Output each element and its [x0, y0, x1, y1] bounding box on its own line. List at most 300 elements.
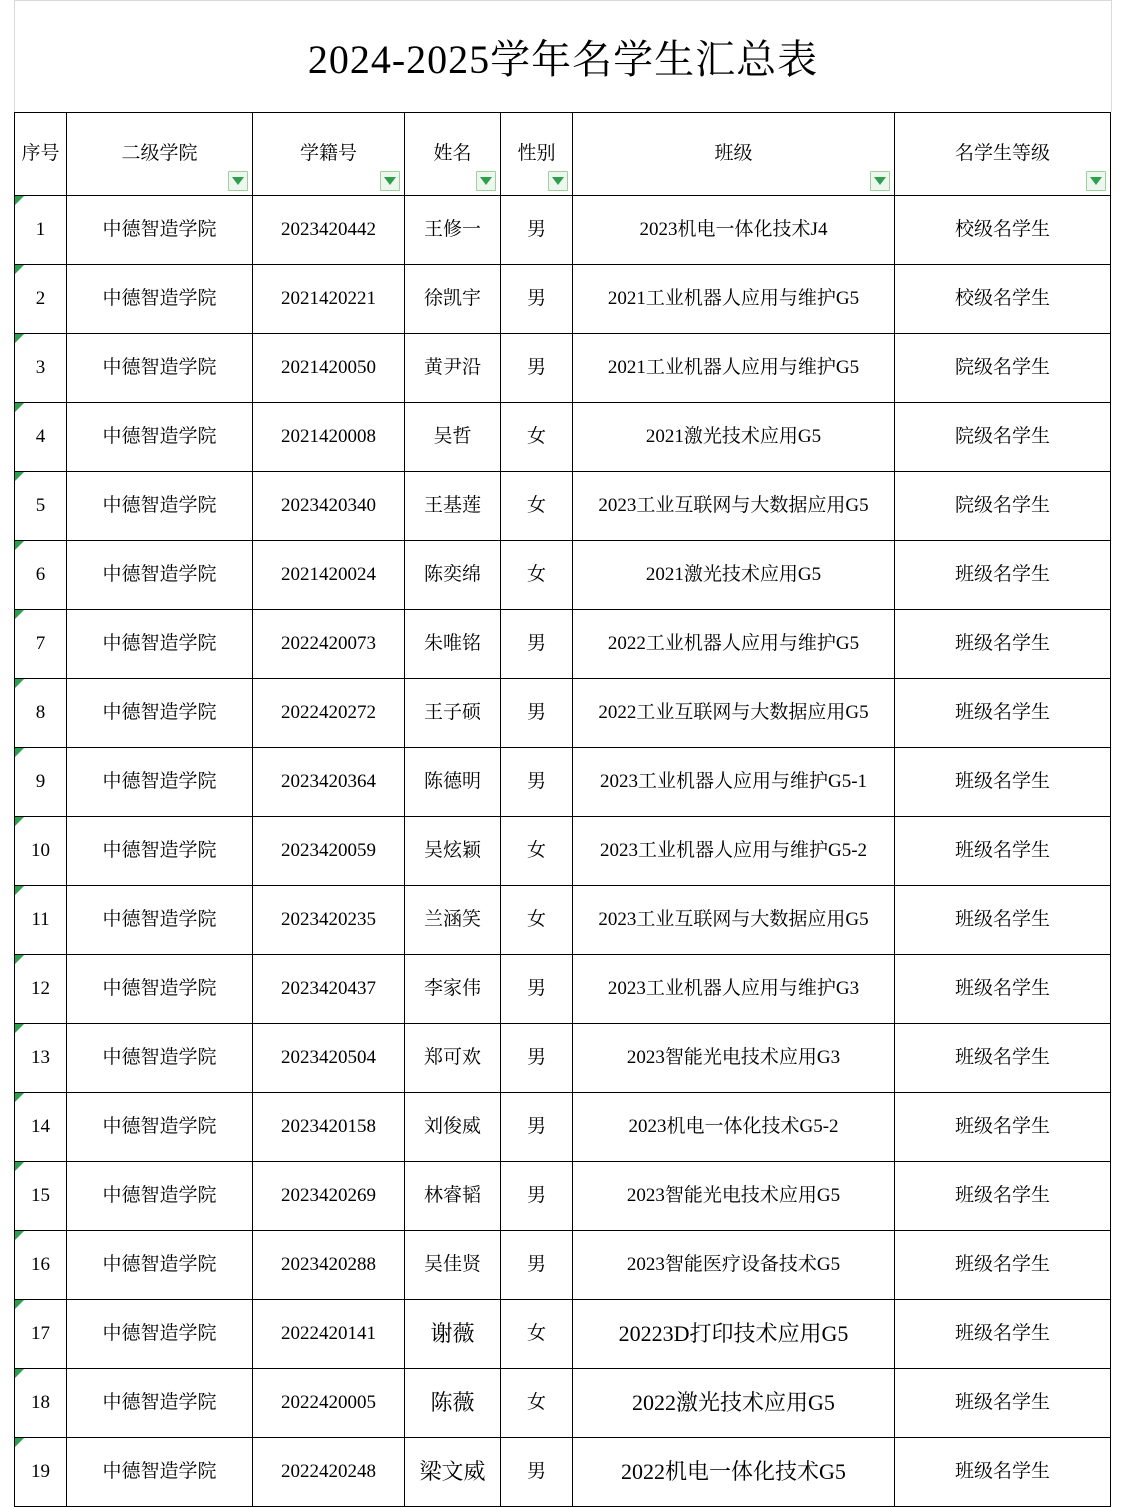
cell-college[interactable] [67, 1438, 253, 1507]
cell-text: 吴佳贤 [423, 1254, 481, 1276]
cell-text: 女 [526, 1392, 546, 1414]
cell-student-id[interactable] [253, 679, 405, 748]
document-title-row [14, 0, 1112, 112]
cell-text: 2023420059 [281, 840, 376, 862]
cell-text: 王子硕 [423, 702, 481, 724]
cell-honor-level[interactable] [895, 1024, 1111, 1093]
cell-student-id[interactable] [253, 955, 405, 1024]
cell-name[interactable] [405, 886, 501, 955]
cell-student-id[interactable] [253, 196, 405, 265]
cell-name[interactable] [405, 334, 501, 403]
cell-student-id[interactable] [253, 265, 405, 334]
cell-text: 班级名学生 [954, 840, 1050, 862]
cell-student-id[interactable] [253, 1162, 405, 1231]
cell-student-id[interactable] [253, 1438, 405, 1507]
cell-index[interactable] [15, 610, 67, 679]
table-row [15, 1231, 1111, 1300]
cell-college[interactable] [67, 1093, 253, 1162]
cell-honor-level[interactable] [895, 265, 1111, 334]
cell-gender[interactable] [501, 265, 573, 334]
cell-index[interactable] [15, 1024, 67, 1093]
cell-class[interactable] [573, 886, 895, 955]
cell-name[interactable] [405, 955, 501, 1024]
cell-text: 中德智造学院 [102, 1116, 217, 1138]
cell-index[interactable] [15, 1093, 67, 1162]
cell-text: 班级名学生 [954, 1254, 1050, 1276]
cell-text: 男 [526, 1116, 546, 1138]
table-row [15, 1093, 1111, 1162]
student-summary-table [14, 112, 1111, 1507]
cell-honor-level[interactable] [895, 679, 1111, 748]
cell-text: 中德智造学院 [102, 357, 217, 379]
cell-college[interactable] [67, 196, 253, 265]
cell-error-marker-icon [15, 1438, 24, 1447]
cell-text: 中德智造学院 [102, 1047, 217, 1069]
cell-text: 中德智造学院 [102, 288, 217, 310]
cell-gender[interactable] [501, 817, 573, 886]
cell-class[interactable] [573, 1162, 895, 1231]
page-title: 2024-2025学年名学生汇总表 [307, 37, 819, 82]
cell-name[interactable] [405, 403, 501, 472]
cell-error-marker-icon [15, 955, 24, 964]
cell-text: 徐凯宇 [423, 288, 481, 310]
table-row [15, 403, 1111, 472]
cell-error-marker-icon [15, 1300, 24, 1309]
cell-index[interactable] [15, 748, 67, 817]
cell-text: 13 [31, 1047, 50, 1069]
table-row [15, 1300, 1111, 1369]
cell-gender[interactable] [501, 541, 573, 610]
table-row [15, 1024, 1111, 1093]
cell-text: 2021激光技术应用G5 [645, 564, 822, 586]
cell-text: 中德智造学院 [102, 633, 217, 655]
cell-class[interactable] [573, 748, 895, 817]
column-header-student-id-label: 学籍号 [299, 143, 357, 165]
cell-text: 陈德明 [423, 771, 481, 793]
cell-index[interactable] [15, 196, 67, 265]
cell-name[interactable] [405, 1438, 501, 1507]
cell-text: 梁文威 [419, 1459, 486, 1485]
cell-text: 院级名学生 [954, 357, 1050, 379]
cell-class[interactable] [573, 403, 895, 472]
cell-name[interactable] [405, 1093, 501, 1162]
cell-gender[interactable] [501, 1093, 573, 1162]
cell-name[interactable] [405, 679, 501, 748]
cell-index[interactable] [15, 1438, 67, 1507]
cell-text: 朱唯铭 [423, 633, 481, 655]
cell-college[interactable] [67, 1024, 253, 1093]
cell-gender[interactable] [501, 610, 573, 679]
cell-class[interactable] [573, 541, 895, 610]
cell-index[interactable] [15, 334, 67, 403]
cell-text: 中德智造学院 [102, 1461, 217, 1483]
cell-class[interactable] [573, 610, 895, 679]
filter-dropdown-icon-college[interactable] [228, 171, 248, 191]
cell-class[interactable] [573, 1300, 895, 1369]
cell-text: 中德智造学院 [102, 840, 217, 862]
cell-college[interactable] [67, 403, 253, 472]
cell-student-id[interactable] [253, 541, 405, 610]
cell-honor-level[interactable] [895, 886, 1111, 955]
cell-college[interactable] [67, 955, 253, 1024]
cell-text: 2023智能光电技术应用G5 [626, 1185, 841, 1207]
cell-text: 20223D打印技术应用G5 [618, 1321, 849, 1347]
cell-error-marker-icon [15, 403, 24, 412]
cell-name[interactable] [405, 265, 501, 334]
cell-index[interactable] [15, 472, 67, 541]
cell-index[interactable] [15, 541, 67, 610]
table-row [15, 955, 1111, 1024]
cell-text: 吴炫颖 [423, 840, 481, 862]
column-header-class-label: 班级 [714, 143, 753, 165]
cell-gender[interactable] [501, 886, 573, 955]
cell-text: 男 [526, 1461, 546, 1483]
filter-dropdown-icon-honor-level[interactable] [1086, 171, 1106, 191]
cell-text: 2023机电一体化技术G5-2 [628, 1116, 839, 1138]
cell-text: 中德智造学院 [102, 978, 217, 1000]
cell-college[interactable] [67, 1231, 253, 1300]
cell-text: 2022420141 [281, 1323, 376, 1345]
cell-name[interactable] [405, 1024, 501, 1093]
cell-text: 男 [526, 633, 546, 655]
cell-text: 男 [526, 357, 546, 379]
cell-honor-level[interactable] [895, 955, 1111, 1024]
cell-text: 班级名学生 [954, 1185, 1050, 1207]
cell-text: 院级名学生 [954, 426, 1050, 448]
cell-gender[interactable] [501, 748, 573, 817]
cell-text: 男 [526, 771, 546, 793]
cell-error-marker-icon [15, 610, 24, 619]
cell-text: 中德智造学院 [102, 1185, 217, 1207]
cell-text: 11 [31, 909, 50, 931]
column-header-college-label: 二级学院 [121, 143, 198, 165]
cell-student-id[interactable] [253, 472, 405, 541]
cell-error-marker-icon [15, 817, 24, 826]
column-header-index-label: 序号 [21, 143, 60, 165]
column-header-gender-label: 性别 [517, 143, 556, 165]
cell-gender[interactable] [501, 403, 573, 472]
cell-college[interactable] [67, 1369, 253, 1438]
cell-text: 王基莲 [423, 495, 481, 517]
cell-text: 2023420442 [281, 219, 376, 241]
cell-text: 2022激光技术应用G5 [632, 1390, 835, 1416]
cell-name[interactable] [405, 1162, 501, 1231]
cell-text: 男 [526, 1254, 546, 1276]
cell-index[interactable] [15, 886, 67, 955]
cell-error-marker-icon [15, 541, 24, 550]
cell-index[interactable] [15, 265, 67, 334]
filter-dropdown-icon-gender[interactable] [548, 171, 568, 191]
cell-text: 班级名学生 [954, 633, 1050, 655]
cell-student-id[interactable] [253, 610, 405, 679]
cell-text: 中德智造学院 [102, 771, 217, 793]
cell-text: 2022420005 [281, 1392, 376, 1414]
cell-index[interactable] [15, 1300, 67, 1369]
cell-text: 19 [31, 1461, 50, 1483]
cell-name[interactable] [405, 196, 501, 265]
column-header-name [405, 113, 501, 196]
cell-text: 男 [526, 702, 546, 724]
table-row [15, 1369, 1111, 1438]
cell-text: 2022420272 [281, 702, 376, 724]
cell-honor-level[interactable] [895, 610, 1111, 679]
cell-text: 男 [526, 978, 546, 1000]
cell-student-id[interactable] [253, 1231, 405, 1300]
cell-error-marker-icon [15, 472, 24, 481]
cell-class[interactable] [573, 955, 895, 1024]
cell-text: 郑可欢 [423, 1047, 481, 1069]
cell-gender[interactable] [501, 1300, 573, 1369]
cell-student-id[interactable] [253, 1300, 405, 1369]
cell-text: 2023工业机器人应用与维护G5-2 [599, 840, 868, 862]
cell-college[interactable] [67, 679, 253, 748]
cell-text: 中德智造学院 [102, 1254, 217, 1276]
cell-text: 陈薇 [430, 1390, 475, 1416]
cell-college[interactable] [67, 1162, 253, 1231]
cell-college[interactable] [67, 265, 253, 334]
cell-text: 1 [35, 219, 46, 241]
cell-class[interactable] [573, 1093, 895, 1162]
cell-class[interactable] [573, 1231, 895, 1300]
cell-text: 2023420437 [281, 978, 376, 1000]
cell-index[interactable] [15, 1369, 67, 1438]
cell-student-id[interactable] [253, 1024, 405, 1093]
cell-class[interactable] [573, 1438, 895, 1507]
cell-gender[interactable] [501, 1369, 573, 1438]
cell-class[interactable] [573, 196, 895, 265]
filter-dropdown-icon-student-id[interactable] [380, 171, 400, 191]
cell-text: 2021420221 [281, 288, 376, 310]
cell-student-id[interactable] [253, 334, 405, 403]
cell-text: 中德智造学院 [102, 426, 217, 448]
column-header-honor-level [895, 113, 1111, 196]
table-row [15, 1438, 1111, 1507]
filter-dropdown-icon-class[interactable] [870, 171, 890, 191]
cell-text: 男 [526, 1047, 546, 1069]
table-row [15, 679, 1111, 748]
cell-text: 校级名学生 [954, 288, 1050, 310]
cell-honor-level[interactable] [895, 1300, 1111, 1369]
table-row [15, 334, 1111, 403]
cell-name[interactable] [405, 472, 501, 541]
cell-name[interactable] [405, 541, 501, 610]
cell-text: 中德智造学院 [102, 564, 217, 586]
table-header-row [15, 113, 1111, 196]
cell-text: 2021420024 [281, 564, 376, 586]
cell-text: 女 [526, 1323, 546, 1345]
cell-honor-level[interactable] [895, 1162, 1111, 1231]
cell-text: 院级名学生 [954, 495, 1050, 517]
cell-honor-level[interactable] [895, 196, 1111, 265]
cell-text: 2023420158 [281, 1116, 376, 1138]
cell-class[interactable] [573, 817, 895, 886]
cell-text: 9 [35, 771, 46, 793]
cell-honor-level[interactable] [895, 1093, 1111, 1162]
cell-gender[interactable] [501, 472, 573, 541]
cell-text: 2023420340 [281, 495, 376, 517]
cell-text: 2022420073 [281, 633, 376, 655]
cell-honor-level[interactable] [895, 541, 1111, 610]
cell-honor-level[interactable] [895, 817, 1111, 886]
cell-college[interactable] [67, 886, 253, 955]
cell-class[interactable] [573, 1024, 895, 1093]
cell-text: 15 [31, 1185, 50, 1207]
cell-text: 班级名学生 [954, 909, 1050, 931]
cell-name[interactable] [405, 817, 501, 886]
filter-dropdown-icon-name[interactable] [476, 171, 496, 191]
cell-college[interactable] [67, 610, 253, 679]
cell-text: 中德智造学院 [102, 1392, 217, 1414]
cell-honor-level[interactable] [895, 1231, 1111, 1300]
cell-name[interactable] [405, 1231, 501, 1300]
cell-college[interactable] [67, 541, 253, 610]
cell-text: 男 [526, 219, 546, 241]
cell-college[interactable] [67, 1300, 253, 1369]
cell-class[interactable] [573, 679, 895, 748]
cell-index[interactable] [15, 1162, 67, 1231]
cell-text: 女 [526, 426, 546, 448]
cell-text: 班级名学生 [954, 564, 1050, 586]
table-row [15, 886, 1111, 955]
table-row [15, 265, 1111, 334]
cell-text: 2022机电一体化技术G5 [621, 1459, 846, 1485]
cell-text: 班级名学生 [954, 1047, 1050, 1069]
cell-text: 2023工业互联网与大数据应用G5 [598, 495, 869, 517]
cell-student-id[interactable] [253, 748, 405, 817]
cell-text: 谢薇 [430, 1321, 475, 1347]
table-row [15, 472, 1111, 541]
cell-honor-level[interactable] [895, 334, 1111, 403]
cell-class[interactable] [573, 472, 895, 541]
cell-honor-level[interactable] [895, 1438, 1111, 1507]
column-header-gender [501, 113, 573, 196]
cell-text: 2021420050 [281, 357, 376, 379]
cell-index[interactable] [15, 1231, 67, 1300]
cell-gender[interactable] [501, 1231, 573, 1300]
cell-error-marker-icon [15, 265, 24, 274]
cell-student-id[interactable] [253, 1093, 405, 1162]
cell-text: 班级名学生 [954, 771, 1050, 793]
cell-text: 2021420008 [281, 426, 376, 448]
cell-honor-level[interactable] [895, 748, 1111, 817]
cell-honor-level[interactable] [895, 403, 1111, 472]
cell-text: 班级名学生 [954, 1461, 1050, 1483]
table-row [15, 196, 1111, 265]
cell-name[interactable] [405, 610, 501, 679]
cell-text: 2021工业机器人应用与维护G5 [607, 357, 860, 379]
cell-gender[interactable] [501, 1024, 573, 1093]
cell-text: 2023机电一体化技术J4 [639, 219, 828, 241]
table-row [15, 817, 1111, 886]
cell-text: 吴哲 [433, 426, 472, 448]
cell-name[interactable] [405, 748, 501, 817]
cell-text: 18 [31, 1392, 50, 1414]
cell-student-id[interactable] [253, 817, 405, 886]
cell-error-marker-icon [15, 679, 24, 688]
cell-text: 2023智能医疗设备技术G5 [626, 1254, 841, 1276]
cell-student-id[interactable] [253, 886, 405, 955]
cell-text: 黄尹沿 [423, 357, 481, 379]
cell-honor-level[interactable] [895, 1369, 1111, 1438]
cell-student-id[interactable] [253, 1369, 405, 1438]
cell-college[interactable] [67, 472, 253, 541]
cell-text: 2023工业机器人应用与维护G5-1 [599, 771, 868, 793]
cell-text: 5 [35, 495, 46, 517]
table-row [15, 610, 1111, 679]
cell-text: 2022420248 [281, 1461, 376, 1483]
cell-text: 班级名学生 [954, 1323, 1050, 1345]
cell-text: 中德智造学院 [102, 495, 217, 517]
cell-class[interactable] [573, 334, 895, 403]
cell-text: 2023420364 [281, 771, 376, 793]
cell-text: 2021激光技术应用G5 [645, 426, 822, 448]
cell-class[interactable] [573, 265, 895, 334]
cell-text: 兰涵笑 [423, 909, 481, 931]
cell-text: 王修一 [423, 219, 481, 241]
cell-text: 男 [526, 288, 546, 310]
table-body [15, 196, 1111, 1507]
cell-text: 7 [35, 633, 46, 655]
cell-text: 4 [35, 426, 46, 448]
cell-name[interactable] [405, 1300, 501, 1369]
cell-error-marker-icon [15, 1162, 24, 1171]
cell-college[interactable] [67, 748, 253, 817]
cell-text: 2023工业互联网与大数据应用G5 [598, 909, 869, 931]
cell-text: 2022工业机器人应用与维护G5 [607, 633, 860, 655]
cell-index[interactable] [15, 955, 67, 1024]
cell-error-marker-icon [15, 1093, 24, 1102]
cell-error-marker-icon [15, 886, 24, 895]
cell-text: 2023420235 [281, 909, 376, 931]
column-header-student-id [253, 113, 405, 196]
cell-gender[interactable] [501, 955, 573, 1024]
cell-text: 校级名学生 [954, 219, 1050, 241]
cell-text: 林睿韬 [423, 1185, 481, 1207]
cell-text: 2023420269 [281, 1185, 376, 1207]
cell-text: 6 [35, 564, 46, 586]
cell-text: 李家伟 [423, 978, 481, 1000]
cell-gender[interactable] [501, 1438, 573, 1507]
cell-text: 2023智能光电技术应用G3 [626, 1047, 841, 1069]
cell-student-id[interactable] [253, 403, 405, 472]
cell-text: 女 [526, 564, 546, 586]
cell-text: 2023420288 [281, 1254, 376, 1276]
cell-text: 班级名学生 [954, 702, 1050, 724]
cell-college[interactable] [67, 334, 253, 403]
cell-text: 16 [31, 1254, 50, 1276]
cell-text: 2023420504 [281, 1047, 376, 1069]
cell-index[interactable] [15, 817, 67, 886]
cell-class[interactable] [573, 1369, 895, 1438]
cell-college[interactable] [67, 817, 253, 886]
cell-text: 班级名学生 [954, 1116, 1050, 1138]
cell-text: 2023工业机器人应用与维护G3 [607, 978, 860, 1000]
cell-gender[interactable] [501, 334, 573, 403]
cell-gender[interactable] [501, 679, 573, 748]
cell-text: 女 [526, 495, 546, 517]
cell-name[interactable] [405, 1369, 501, 1438]
cell-index[interactable] [15, 403, 67, 472]
cell-text: 2 [35, 288, 46, 310]
cell-gender[interactable] [501, 1162, 573, 1231]
cell-text: 男 [526, 1185, 546, 1207]
cell-text: 女 [526, 909, 546, 931]
cell-gender[interactable] [501, 196, 573, 265]
cell-index[interactable] [15, 679, 67, 748]
column-header-honor-level-label: 名学生等级 [954, 143, 1050, 165]
table-row [15, 748, 1111, 817]
cell-honor-level[interactable] [895, 472, 1111, 541]
